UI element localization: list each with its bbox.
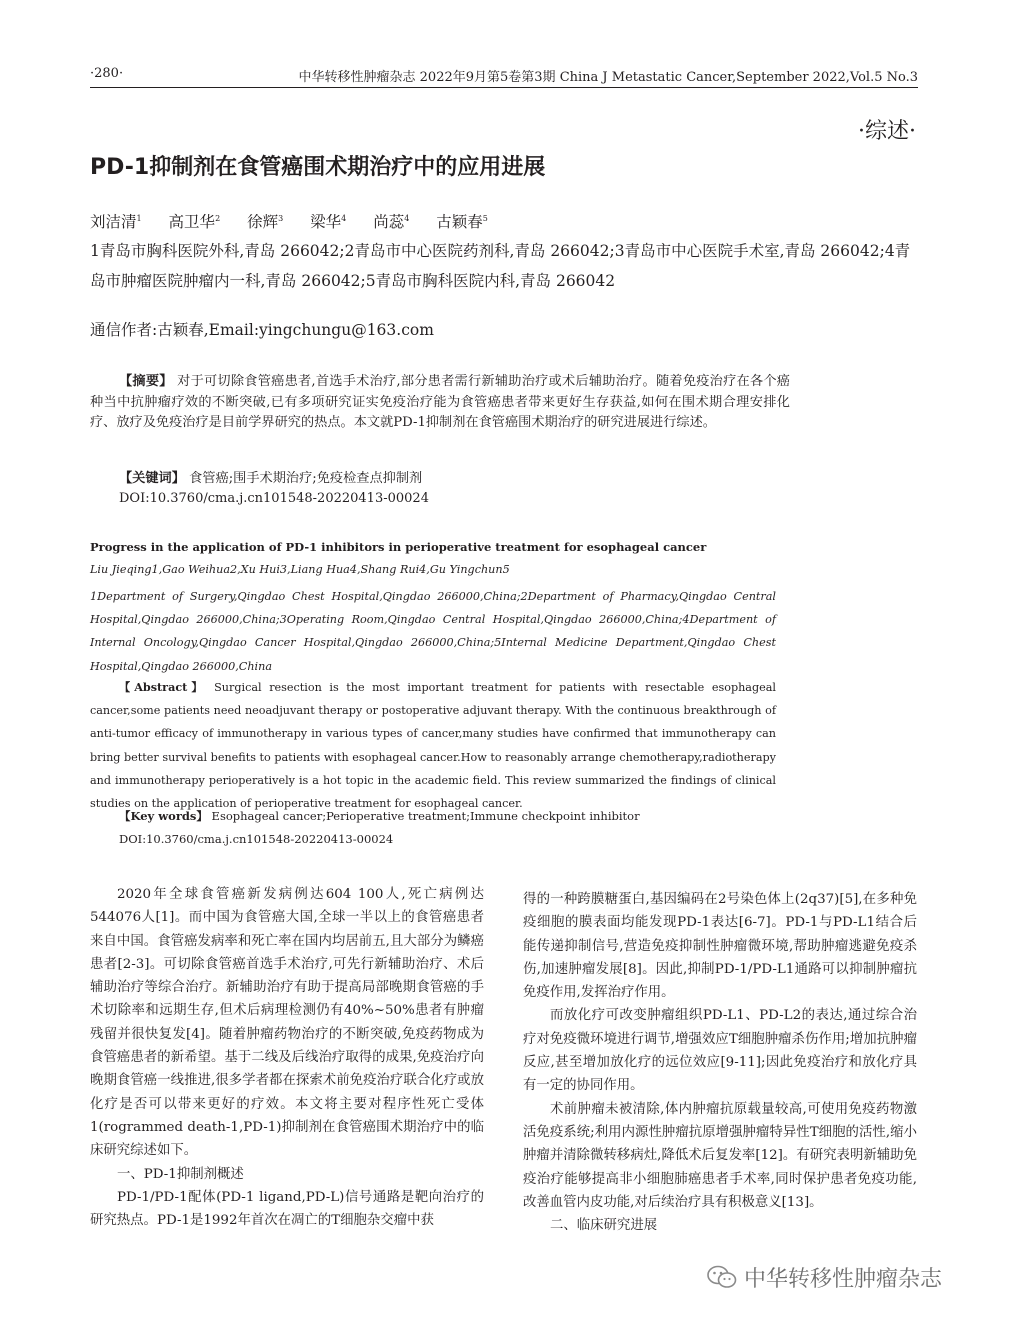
english-abstract-label: 【Abstract】 xyxy=(119,680,207,694)
abstract-text: 对于可切除食管癌患者,首选手术治疗,部分患者需行新辅助治疗或术后辅助治疗。随着免疫治疗在各个癌种当中抗肿瘤疗效的不断突破,已有多项研究证实免疫治疗能为食管癌患者带来更好生存获益,如何在围术期合理安排化疗、放疗及免疫治疗是目前学界研究的热点。本文就PD-1抑制剂在食管癌围术期治疗的研究进展进行综述。 xyxy=(90,374,790,430)
body-paragraph: 得的一种跨膜糖蛋白,基因编码在2号染色体上(2q37)[5],在多种免疫细胞的膜表面均能发现PD-1表达[6-7]。PD-1与PD-L1结合后能传递抑制信号,营造免疫抑制性肿瘤微环境,帮助肿瘤逃避免疫杀伤,加速肿瘤发展[8]。因此,抑制PD-1/PD-L1通路可以抑制肿瘤抗免疫作用,发挥治疗作用。 xyxy=(523,892,917,1001)
watermark-text: 中华转移性肿瘤杂志 xyxy=(744,1267,943,1292)
corresponding-author: 通信作者:古颖春,Email:yingchungu@163.com xyxy=(90,321,434,339)
article-title: PD-1抑制剂在食管癌围术期治疗中的应用进展 xyxy=(90,155,546,180)
author: 徐辉$^3$ xyxy=(247,213,284,231)
author: 高卫华$^2$ xyxy=(168,213,221,231)
author: 尚蕊$^4$ xyxy=(373,213,410,231)
english-affiliations: 1Department of Surgery,Qingdao Chest Hospital,Qingdao 266000,China;2Department of Pharmacy,Qingdao Central Hospital,Qingdao 266000,China;3Operating Room,Qingdao Central Hospital,Qingdao 266000,China;4Department of Internal Oncology,Qingdao Cancer Hospital,Qingdao 266000,China;5Internal Medicine Department,Qingdao Chest Hospital,Qingdao 266000,China xyxy=(90,590,776,673)
abstract-cn xyxy=(90,372,790,434)
english-abstract xyxy=(90,676,776,815)
section-heading: 一、PD-1抑制剂概述 xyxy=(117,1166,244,1182)
abstract-label: 【摘要】 xyxy=(119,374,173,389)
english-keywords-label: 【Key words】 xyxy=(119,809,208,823)
body-column-left xyxy=(90,883,484,1232)
keywords-cn xyxy=(119,467,422,486)
author: 古颖春$^5$ xyxy=(436,213,488,231)
wechat-icon xyxy=(706,1264,738,1290)
section-heading: 二、临床研究进展 xyxy=(550,1218,658,1234)
author-list xyxy=(90,210,488,232)
body-column-right xyxy=(523,888,917,1237)
author: 刘洁清$^1$ xyxy=(90,213,142,231)
affiliations: 1青岛市胸科医院外科,青岛 266042;2青岛市中心医院药剂科,青岛 266042;3青岛市中心医院手术室,青岛 266042;4青岛市肿瘤医院肿瘤内一科,青岛 266042;5青岛市胸科医院内科,青岛 266042 xyxy=(90,242,911,290)
journal-header: 中华转移性肿瘤杂志 2022年9月第5卷第3期 China J Metastatic Cancer,September 2022,Vol.5 No.3 xyxy=(298,70,918,85)
article-category: ·综述· xyxy=(858,119,916,144)
body-paragraph: 2020年全球食管癌新发病例达604 100人,死亡病例达544076人[1]。而中国为食管癌大国,全球一半以上的食管癌患者来自中国。食管癌发病率和死亡率在国内均居前五,且大部分为鳞癌患者[2-3]。可切除食管癌首选手术治疗,可先行新辅助治疗、术后辅助治疗等综合治疗。新辅助治疗有助于提高局部晚期食管癌的手术切除率和远期生存,但术后病理检测仍有40%~50%患者有肿瘤残留并很快复发[4]。随着肿瘤药物治疗的不断突破,免疫药物成为食管癌患者的新希望。基于二线及后线治疗取得的成果,免疫治疗向晚期食管癌一线推进,很多学者都在探索术前免疫治疗联合化疗或放化疗是否可以带来更好的疗效。本文将主要对程序性死亡受体1(rogrammed death-1,PD-1)抑制剂在食管癌围术期治疗中的临床研究综述如下。 xyxy=(90,887,484,1159)
body-paragraph: 而放化疗可改变肿瘤组织PD-L1、PD-L2的表达,通过综合治疗对免疫微环境进行调节,增强效应T细胞肿瘤杀伤作用;增加抗肿瘤反应,甚至增加放化疗的远位效应[9-11];因此免疫治疗和放化疗具有一定的协同作用。 xyxy=(523,1008,917,1094)
keywords-label: 【关键词】 xyxy=(119,471,185,486)
english-abstract-text: Surgical resection is the most important treatment for patients with resectable esophageal cancer,some patients need neoadjuvant therapy or postoperative adjuvant therapy. With the continuous breakthrough of anti-tumor efficacy of immunotherapy in various types of cancer,many studies have confirmed that immunotherapy can bring better survival benefits to patients with esophageal cancer.How to reasonably arrange chemotherapy,radiotherapy and immunotherapy perioperatively is a hot topic in the academic field. This review summarized the findings of clinical studies on the application of perioperative treatment for esophageal cancer. xyxy=(90,681,777,811)
header-rule xyxy=(90,87,918,88)
body-paragraph: PD-1/PD-1配体(PD-1 ligand,PD-L)信号通路是靶向治疗的研究热点。PD-1是1992年首次在凋亡的T细胞杂交瘤中获 xyxy=(90,1189,484,1229)
doi-cn: DOI:10.3760/cma.j.cn101548-20220413-00024 xyxy=(119,491,429,506)
author: 梁华$^4$ xyxy=(310,213,347,231)
body-paragraph: 术前肿瘤未被清除,体内肿瘤抗原载量较高,可使用免疫药物激活免疫系统;利用内源性肿瘤抗原增强肿瘤特异性T细胞的活性,缩小肿瘤并清除微转移病灶,降低术后复发率[12]。有研究表明新辅助免疫治疗能够提高非小细胞肺癌患者手术率,同时保护患者免疫功能,改善血管内皮功能,对后续治疗具有积极意义[13]。 xyxy=(523,1101,917,1210)
keywords-text: 食管癌;围手术期治疗;免疫检查点抑制剂 xyxy=(189,471,423,486)
english-authors: Liu Jieqing1,Gao Weihua2,Xu Hui3,Liang Hua4,Shang Rui4,Gu Yingchun5 xyxy=(90,563,510,576)
english-title: Progress in the application of PD-1 inhibitors in perioperative treatment for esophageal cancer xyxy=(90,540,707,554)
english-doi: DOI:10.3760/cma.j.cn101548-20220413-00024 xyxy=(119,832,394,846)
english-keywords xyxy=(119,808,640,824)
page-number: ·280· xyxy=(90,66,124,81)
english-keywords-text: Esophageal cancer;Perioperative treatment;Immune checkpoint inhibitor xyxy=(211,809,640,823)
